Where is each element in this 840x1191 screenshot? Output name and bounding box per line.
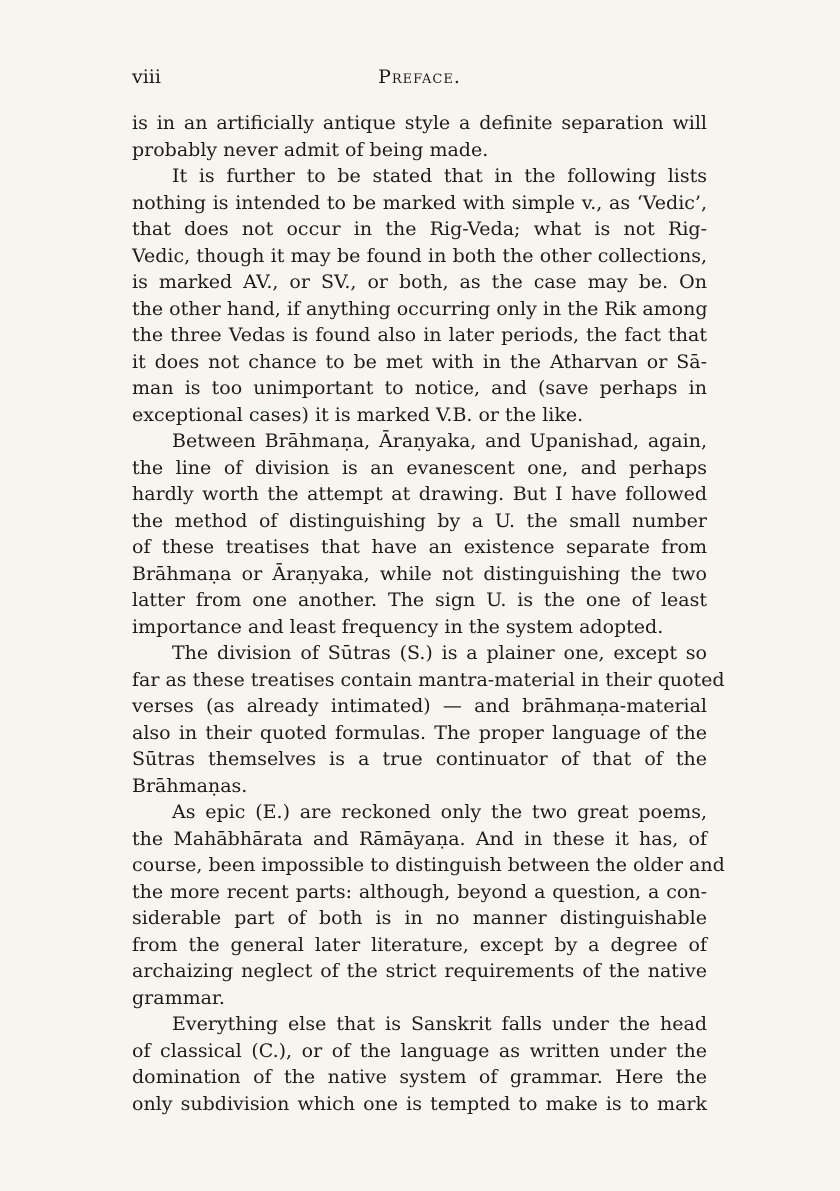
text-line: far as these treatises contain mantra-material in their quoted <box>132 668 725 691</box>
text-line: The division of Sūtras (S.) is a plainer one, except so <box>172 642 707 664</box>
text-line: Vedic, though it may be found in both the other collections, <box>132 244 707 267</box>
text-line: of classical (C.), or of the language as written under the <box>132 1039 707 1062</box>
text-line: the line of division is an evanescent one, and perhaps <box>132 456 707 479</box>
text-line: the more recent parts: although, beyond a question, a con- <box>132 880 707 903</box>
text-line: probably never admit of being made. <box>132 138 489 161</box>
text-line: As epic (E.) are reckoned only the two great poems, <box>172 801 707 823</box>
text-line: hardly worth the attempt at drawing. But I have followed <box>132 483 707 505</box>
text-line: siderable part of both is in no manner distinguishable <box>132 907 707 929</box>
text-line: is in an artificially antique style a definite separation will <box>132 112 707 134</box>
text-line: the other hand, if anything occurring only in the Rik among <box>132 297 708 320</box>
page-header <box>132 66 707 96</box>
text-line: grammar. <box>132 986 225 1009</box>
text-line: latter from one another. The sign U. is the one of least <box>132 589 707 611</box>
text-line: archaizing neglect of the strict requirements of the native <box>132 960 707 982</box>
text-line: also in their quoted formulas. The proper language of the <box>132 721 707 744</box>
text-line: course, been impossible to distinguish between the older and <box>132 854 725 876</box>
text-line: man is too unimportant to notice, and (save perhaps in <box>132 377 707 399</box>
text-line: Brāhmaṇas. <box>132 774 248 797</box>
text-line: from the general later literature, except by a degree of <box>132 933 707 956</box>
text-line: Brāhmaṇa or Āraṇyaka, while not distinguishing the two <box>132 562 707 585</box>
text-line: it does not chance to be met with in the Atharvan or Sā- <box>132 350 707 373</box>
text-line: domination of the native system of grammar. Here the <box>132 1066 707 1088</box>
text-line: only subdivision which one is tempted to make is to mark <box>132 1092 707 1115</box>
text-line: that does not occur in the Rig-Veda; what is not Rig- <box>132 218 707 240</box>
text-line: Everything else that is Sanskrit falls under the head <box>172 1013 707 1035</box>
text-line: It is further to be stated that in the following lists <box>172 165 707 187</box>
text-line: Sūtras themselves is a true continuator of that of the <box>132 748 707 770</box>
text-line: the Mahābhārata and Rāmāyaṇa. And in these it has, of <box>132 827 707 850</box>
running-head: Preface. <box>378 66 461 88</box>
text-line: the three Vedas is found also in later periods, the fact that <box>132 324 707 346</box>
text-line: is marked AV., or SV., or both, as the case may be. On <box>132 271 707 293</box>
text-line: importance and least frequency in the system adopted. <box>132 615 664 638</box>
text-line: of these treatises that have an existence separate from <box>132 536 707 558</box>
text-line: verses (as already intimated) — and brāhmaṇa-material <box>132 695 707 717</box>
text-line: the method of distinguishing by a U. the small number <box>132 509 707 532</box>
text-line: nothing is intended to be marked with simple v., as ‘Vedic’, <box>132 191 707 214</box>
page-number: viii <box>132 66 161 88</box>
body-text <box>132 110 725 1117</box>
text-line: Between Brāhmaṇa, Āraṇyaka, and Upanishad, again, <box>172 430 707 452</box>
text-line: exceptional cases) it is marked V.B. or the like. <box>132 403 584 426</box>
